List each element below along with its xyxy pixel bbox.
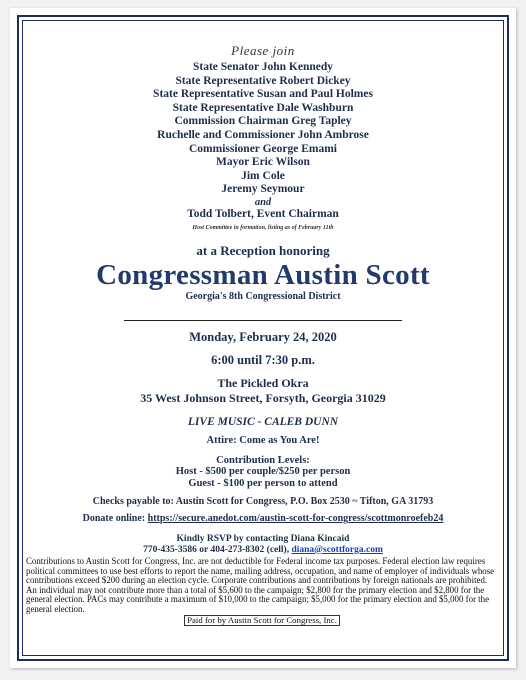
event-chairman: Todd Tolbert, Event Chairman — [187, 207, 339, 220]
donate-label: Donate online: — [82, 513, 146, 525]
donate-online — [22, 513, 504, 525]
and-connector: and — [254, 196, 272, 208]
district-subtitle: Georgia's 8th Congressional District — [185, 290, 341, 302]
attire: Attire: Come as You Are! — [206, 434, 320, 446]
event-date: Monday, February 24, 2020 — [189, 329, 337, 344]
host-name: Mayor Eric Wilson — [216, 156, 310, 169]
event-address: 35 West Johnson Street, Forsyth, Georgia 31029 — [140, 390, 386, 405]
host-name: Commissioner George Emami — [189, 142, 337, 155]
invitation-content — [22, 44, 504, 626]
legal-disclaimer — [26, 557, 498, 626]
paid-for-box: Paid for by Austin Scott for Congress, Inc. — [184, 615, 340, 627]
invitation-page — [10, 8, 516, 668]
event-venue: The Pickled Okra — [217, 375, 309, 390]
checks-payable: Checks payable to: Austin Scott for Congress, P.O. Box 2530 ~ Tifton, GA 31793 — [92, 496, 434, 508]
paid-for-wrap — [26, 615, 498, 627]
honoree-title: Congressman Austin Scott — [96, 258, 430, 291]
level-host: Host - $500 per couple/$250 per person — [175, 466, 351, 478]
levels-title: Contribution Levels: — [216, 454, 310, 466]
divider — [124, 320, 402, 321]
disclaimer-text: Contributions to Austin Scott for Congress, Inc. are not deductible for Federal income tax purposes. Federal election law requires political committees to use best efforts to report the name, mailing address, occupation, and name of employer of individuals whose contributions exceed $200 during an election cycle. Corporate contributions and contributions by foreign nationals are prohibited. An individual may not contribute more than a total of $5,600 to the campaign; $2,800 for the primary election and $2,800 for the general election. PACs may contribute a maximum of $10,000 to the campaign; $5,000 for the primary election and $5,000 for the general election. — [26, 556, 495, 614]
host-name: State Representative Dale Washburn — [172, 101, 354, 114]
level-guest: Guest - $100 per person to attend — [188, 477, 338, 489]
rsvp-block — [22, 534, 504, 555]
event-time: 6:00 until 7:30 p.m. — [211, 352, 315, 367]
rsvp-phone: 770-435-3586 or 404-273-8302 (cell), — [143, 544, 290, 555]
host-name: State Representative Robert Dickey — [175, 74, 351, 87]
host-name: State Representative Susan and Paul Holmes — [153, 88, 373, 101]
host-name: State Senator John Kennedy — [192, 61, 334, 73]
rsvp-line: Kindly RSVP by contacting Diana Kincaid — [176, 534, 350, 545]
contribution-levels — [22, 455, 504, 490]
reception-line: at a Reception honoring — [196, 242, 330, 258]
please-join-heading: Please join — [231, 43, 295, 58]
host-name: Commission Chairman Greg Tapley — [174, 115, 352, 128]
host-name: Ruchelle and Commissioner John Ambrose — [157, 128, 369, 141]
host-name: Jeremy Seymour — [221, 183, 305, 196]
host-list — [22, 61, 504, 222]
host-name: Jim Cole — [241, 169, 285, 182]
rsvp-contact — [22, 545, 504, 556]
live-music: LIVE MUSIC - CALEB DUNN — [187, 415, 339, 428]
host-committee-note: Host Committee in formation, listing as of February 11th — [192, 224, 334, 231]
donate-link[interactable]: https://secure.anedot.com/austin-scott-for-congress/scottmonroefeb24 — [147, 513, 444, 525]
rsvp-email-link[interactable]: diana@scottforga.com — [291, 544, 383, 555]
